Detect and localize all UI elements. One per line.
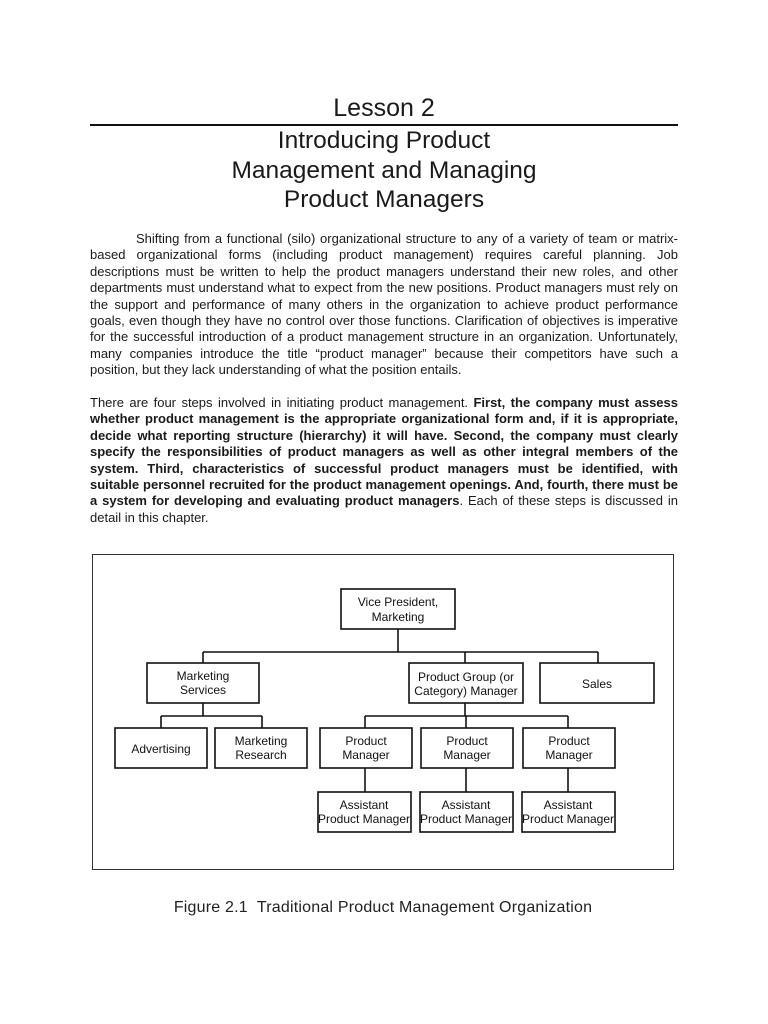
assistant-product-manager-label: Product Manager [521,812,615,826]
paragraph-2-steps: First, the company must assess whether product management is the appropriate organizational form and, if it is appropriate, decide what reporting structure (hierarchy) it will have. Second, the company must clearly specify the responsibilities of product managers as well as other integral members of the system. Third, characteristics of successful product managers must be identified, with suitable personnel recruited for the product management openings. And, fourth, there must be a system for developing and evaluating product managers [90,395,678,509]
product-manager-label: Product [548,734,590,748]
org-chart [93,555,675,871]
advertising-label: Advertising [131,742,191,756]
figure-caption-label: Figure 2.1 [173,899,248,916]
assistant-product-manager-label: Assistant [543,798,593,812]
product-manager-label: Manager [342,748,390,762]
figure-caption-gap [248,899,257,916]
product-group-manager-label: Product Group (or [417,670,515,684]
marketing-research-label: Marketing [234,734,288,748]
sales-label: Sales [581,677,613,691]
product-manager-label: Product [446,734,488,748]
marketing-services-label: Marketing [176,669,230,683]
vp-label: Vice President, [357,595,439,609]
title-line: Management and Managing [231,156,537,184]
lesson-label: Lesson 2 [333,94,435,122]
title-line: Introducing Product [277,127,491,154]
paragraph-2 [90,395,678,526]
assistant-product-manager-label: Product Manager [419,812,513,826]
assistant-product-manager-label: Assistant [441,798,491,812]
figure-caption [92,898,674,918]
org-chart-figure [92,554,674,870]
product-manager-label: Manager [443,748,491,762]
product-group-manager-label: Category) Manager [414,684,518,698]
figure-caption-text: Traditional Product Management Organization [256,899,593,916]
paragraph-2-intro: There are four steps involved in initiating product management. [90,395,474,410]
lesson-title [90,126,678,215]
assistant-product-manager-label: Assistant [339,798,389,812]
marketing-research-label: Research [235,748,287,762]
title-line: Product Managers [283,186,485,213]
paragraph-2-outro: . Each of these steps is discussed in detail in this chapter. [90,493,679,525]
vp-label: Marketing [371,610,425,624]
product-manager-label: Product [345,734,387,748]
marketing-services-label: Services [179,683,227,697]
paragraph-1: Shifting from a functional (silo) organizational structure to any of a variety of team or matrix-based organizational forms (including product management) requires careful planning. Job descriptions must be written to help the product managers understand their new roles, and other departments must understand what to expect from the new positions. Product managers must rely on the support and performance of many others in the organization to achieve product performance goals, even though they have no control over those functions. Clarification of objectives is imperative for the successful introduction of a product management structure in an organization. Unfortunately, many companies introduce the title “product manager” because their competitors have such a position, but they lack understanding of what the position entails. [90,231,678,378]
product-manager-label: Manager [545,748,593,762]
assistant-product-manager-label: Product Manager [317,812,411,826]
